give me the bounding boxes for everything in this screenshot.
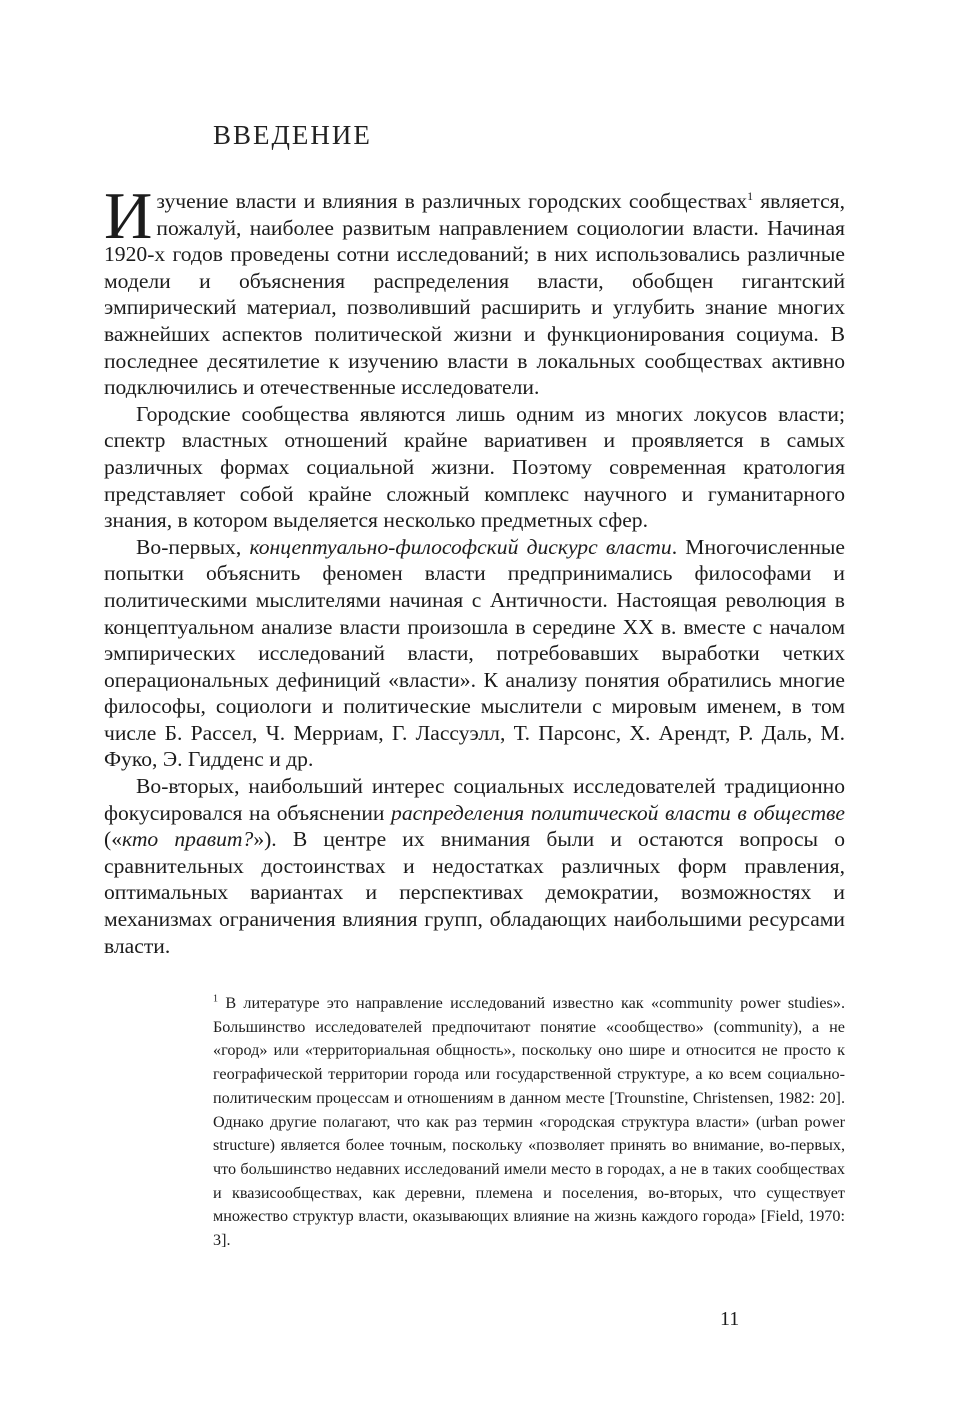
paragraph-3-rest: . Многочисленные попытки объяснить феномен власти предпринимались философами и политическими мыслителями начиная с Античности. Настоящая революция в концептуальном анализе власти произошла в середине XX в. вместе с началом эмпирических исследований власти, потребовавших выработки четких операциональных дефиниций «власти». К анализу понятия обратились многие философы, социологи и политические мыслители с мировым именем, в том числе Б. Рассел, Ч. Мерриам, Г. Лассуэлл, Т. Парсонс, Х. Арендт, Р. Даль, М. Фуко, Э. Гидденс и др. xyxy=(104,534,845,772)
paragraph-3-emphasis: концептуально-философский дискурс власти xyxy=(249,534,672,559)
paragraph-4-mid: (« xyxy=(104,827,122,852)
paragraph-4-lead: Во-вторых, наибольший интерес социальных исследователей традиционно фокусировался на объяснении xyxy=(104,774,845,825)
footnote-text: В литературе это направление исследований известно как «community power studies». Большинство исследователей предпочитают понятие «сообщество» (community), а не «город» или «территориальная общность», поскольку оно шире и относится не просто к географической территории города или государственной структуре, а ко всем социально-политическим процессам и отношениям в данном месте [Trounstine, Christensen, 1982: 20]. Однако другие полагают, что как раз термин «городская структура власти» (urban power structure) является более точным, поскольку «позволяет принять во внимание, во-первых, что большинство недавних исследований имели место в городах, а не в таких сообществах и квазисообществах, как деревни, племена и поселения, во-вторых, что существует множество структур власти, оказывающих влияние на жизнь каждого города» [Field, 1970: 3]. xyxy=(213,994,845,1250)
footnote-reference[interactable]: 1 xyxy=(747,188,754,203)
paragraph-3 xyxy=(104,534,845,773)
footnote-1 xyxy=(213,992,845,1253)
drop-cap: И xyxy=(104,179,153,253)
paragraph-4-emphasis-1: распределения политической власти в обществе xyxy=(391,800,845,825)
paragraph-4 xyxy=(104,773,845,959)
paragraph-1-text-b: является, пожалуй, наиболее развитым направлением социологии власти. Начиная 1920-х годов проведены сотни исследований; в них использовались различные модели и объяснения распределения власти, обобщен гигантский эмпирический материал, позволивший расширить и углубить знание многих важнейших аспектов политической жизни и функционирования социума. В последнее десятилетие к изучению власти в локальных сообществах активно подключились и отечественные исследователи. xyxy=(104,189,845,400)
paragraph-4-rest: »). В центре их внимания были и остаются вопросы о сравнительных достоинствах и недостатках различных форм правления, оптимальных вариантах и перспективах демократии, возможностях и механизмах ограничения влияния групп, обладающих наибольшими ресурсами власти. xyxy=(104,827,845,958)
main-text xyxy=(104,179,845,959)
paragraph-1-text-a: зучение власти и влияния в различных городских сообществах xyxy=(156,189,748,213)
footnote-marker: 1 xyxy=(213,993,218,1005)
chapter-title: ВВЕДЕНИЕ xyxy=(213,120,372,150)
page-number: 11 xyxy=(720,1308,740,1330)
paragraph-2-text: Городские сообщества являются лишь одним из многих локусов власти; спектр властных отношений крайне вариативен и проявляется в самых различных формах социальной жизни. Поэтому современная кратология представляет собой крайне сложный комплекс научного и гуманитарного знания, в котором выделяется несколько предметных сфер. xyxy=(104,401,845,533)
paragraph-4-emphasis-2: кто правит? xyxy=(122,827,254,852)
paragraph-2 xyxy=(104,401,845,534)
paragraph-3-lead: Во-первых, xyxy=(136,534,250,559)
paragraph-1 xyxy=(104,179,845,401)
